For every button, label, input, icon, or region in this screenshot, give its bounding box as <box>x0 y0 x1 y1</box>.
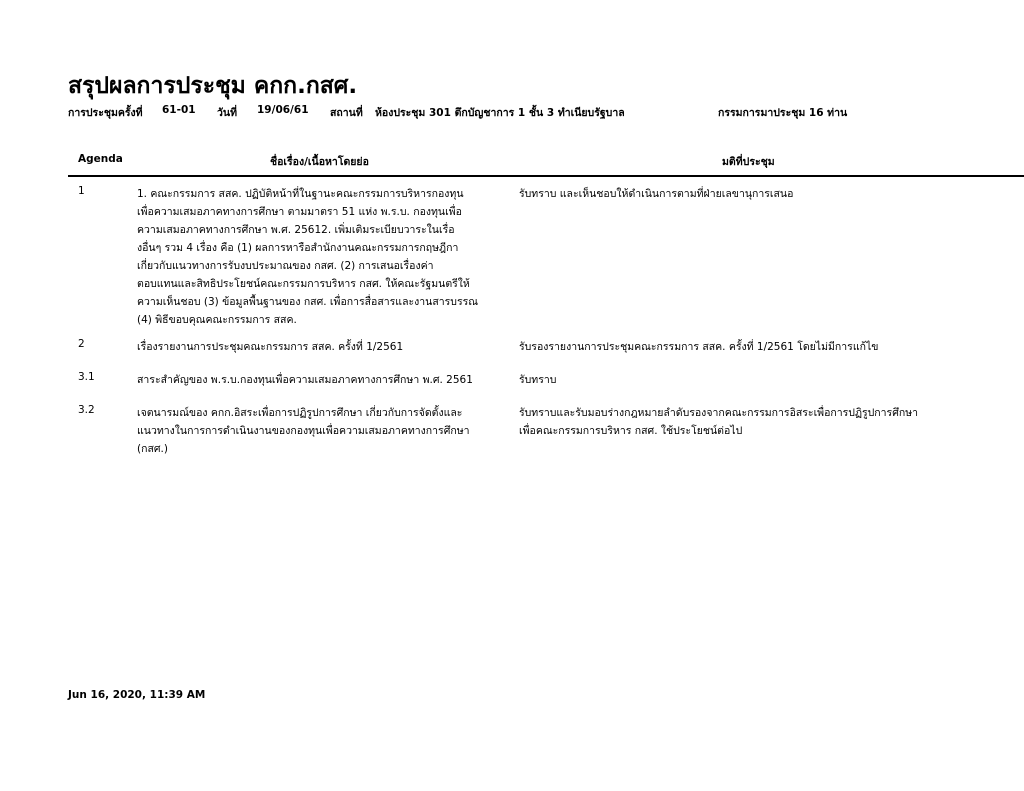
topic-line: เกี่ยวกับแนวทางการรับงบประมาณของ กสศ. (2) การเสนอเรื่องค่า <box>137 260 434 272</box>
topic-text <box>137 404 509 458</box>
topic-line: ความเห็นชอบ (3) ข้อมูลพื้นฐานของ กสศ. เพื่อการสื่อสารและงานสารบรรณ <box>137 296 478 308</box>
resolution-text <box>519 185 1019 203</box>
resolution-line: รับทราบและรับมอบร่างกฎหมายลำดับรองจากคณะกรรมการอิสระเพื่อการปฏิรูปการศึกษา <box>519 407 919 419</box>
print-timestamp: Jun 16, 2020, 11:39 AM <box>68 689 206 701</box>
resolution-line: เพื่อคณะกรรมการบริหาร กสศ. ใช้ประโยชน์ต่อไป <box>519 425 743 437</box>
column-header-agenda: Agenda <box>78 153 123 165</box>
meeting-no: 61-01 <box>162 104 196 116</box>
venue-label: สถานที่ <box>330 107 363 119</box>
resolution-text <box>519 404 1019 440</box>
topic-line: งอื่นๆ รวม 4 เรื่อง คือ (1) ผลการหารือสำนักงานคณะกรรมการกฤษฎีกา <box>137 242 459 254</box>
meeting-no-label: การประชุมครั้งที่ <box>68 107 143 119</box>
agenda-number: 3.2 <box>78 404 95 416</box>
date-label: วันที่ <box>217 107 237 119</box>
resolution-text <box>519 371 1019 389</box>
resolution-line: รับทราบ และเห็นชอบให้ดำเนินการตามที่ฝ่ายเลขานุการเสนอ <box>519 188 794 200</box>
topic-text <box>137 371 509 389</box>
page-title: สรุปผลการประชุม คกก.กสศ. <box>68 73 358 99</box>
meeting-date: 19/06/61 <box>257 104 309 116</box>
topic-line: เรื่องรายงานการประชุมคณะกรรมการ สสค. ครั้งที่ 1/2561 <box>137 341 404 353</box>
resolution-text <box>519 338 1019 356</box>
agenda-number: 2 <box>78 338 85 350</box>
header-rule <box>68 175 1024 177</box>
topic-line: (4) พิธีขอบคุณคณะกรรมการ สสค. <box>137 314 297 326</box>
column-header-resolution: มติที่ประชุม <box>722 156 775 168</box>
resolution-line: รับรองรายงานการประชุมคณะกรรมการ สสค. ครั้งที่ 1/2561 โดยไม่มีการแก้ไข <box>519 341 879 353</box>
agenda-number: 3.1 <box>78 371 95 383</box>
topic-line: ตอบแทนและสิทธิประโยชน์คณะกรรมการบริหาร กสศ. ให้คณะรัฐมนตรีให้ <box>137 278 470 290</box>
venue: ห้องประชุม 301 ตึกบัญชาการ 1 ชั้น 3 ทำเนียบรัฐบาล <box>375 107 625 119</box>
agenda-number: 1 <box>78 185 85 197</box>
attendance: กรรมการมาประชุม 16 ท่าน <box>718 107 848 119</box>
topic-line: เจตนารมณ์ของ คกก.อิสระเพื่อการปฏิรูปการศึกษา เกี่ยวกับการจัดตั้งและ <box>137 407 463 419</box>
topic-line: (กสศ.) <box>137 443 168 455</box>
column-header-topic: ชื่อเรื่อง/เนื้อหาโดยย่อ <box>270 156 369 168</box>
topic-text <box>137 185 509 329</box>
topic-line: สาระสำคัญของ พ.ร.บ.กองทุนเพื่อความเสมอภาคทางการศึกษา พ.ศ. 2561 <box>137 374 473 386</box>
topic-line: แนวทางในการการดำเนินงานของกองทุนเพื่อความเสมอภาคทางการศึกษา <box>137 425 470 437</box>
topic-line: เพื่อความเสมอภาคทางการศึกษา ตามมาตรา 51 แห่ง พ.ร.บ. กองทุนเพื่อ <box>137 206 462 218</box>
resolution-line: รับทราบ <box>519 374 557 386</box>
topic-text <box>137 338 509 356</box>
topic-line: 1. คณะกรรมการ สสค. ปฏิบัติหน้าที่ในฐานะคณะกรรมการบริหารกองทุน <box>137 188 464 200</box>
topic-line: ความเสมอภาคทางการศึกษา พ.ศ. 25612. เพิ่มเติมระเบียบวาระในเรื่อ <box>137 224 455 236</box>
